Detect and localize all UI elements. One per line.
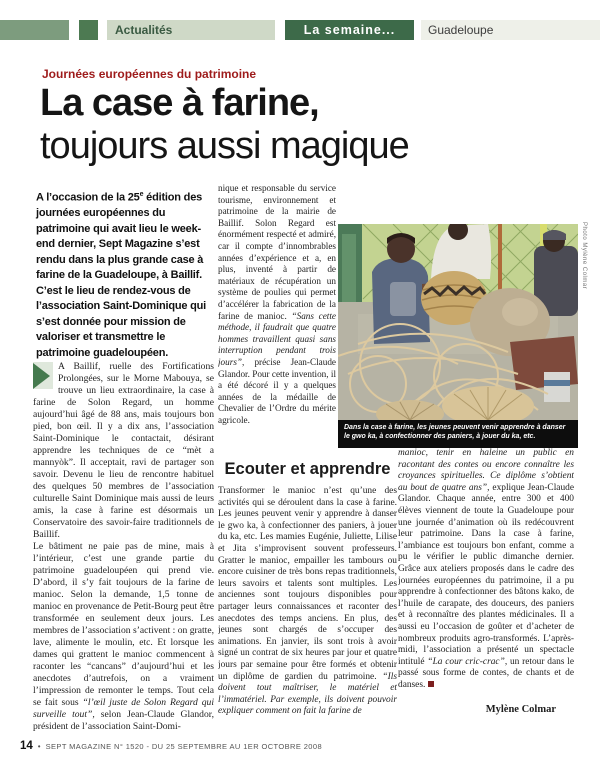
article-end-mark xyxy=(428,681,434,687)
body-column-left xyxy=(33,361,214,759)
photo-illustration xyxy=(338,224,578,420)
footer-separator: • xyxy=(37,742,41,751)
article-intro xyxy=(36,187,216,361)
intro-text-continued: édition des journées européennes du patrimoine qui avait lieu le week-end dernier, Sept Magazine s’est rendu dans la plus grande case à farine de la Guadeloupe, à Baillif. C’est le lieu de rendez-vous de l’association Saint-Dominique qui s’est donnée pour mission de valoriser et transmettre le patrimoine guadeloupéen. xyxy=(36,191,207,359)
body-column-middle-bottom xyxy=(218,486,397,738)
photo-caption: Dans la case à farine, les jeunes peuvent venir apprendre à danser le gwo ka, à confectionner des paniers, à jouer du ka, etc. xyxy=(338,420,578,448)
paragraph: Le bâtiment ne paie pas de mine, mais à l’intérieur, c’est une grande partie du patrimoine guadeloupéen qui prend vie. D’abord, il s’y fait toujours de la farine de manioc. Selon la demande, 1,5 tonne de manioc en provenance de Petit-Bourg peut être transformée en seulement deux jours. Les membres de l’association s’activent : on gratte, lave, alimente le moulin, etc. Et lorsque les dames qui grattent le manioc commencent à raconter les “cancans” d’aujourd’hui et les anecdotes d’autrefois, on a vraiment l’impression de remonter le temps. Tout cela se fait sous “l’œil juste de Solon Regard qui surveille tout”, selon Jean-Claude Glandor, président de l’association Saint-Domi- xyxy=(33,541,214,732)
article-title-line1: La case à farine, xyxy=(40,82,319,124)
paragraph: Transformer le manioc n’est qu’une des activités qui se déroulent dans la case à farine. Les jeunes peuvent venir y apprendre à danser le gwo ka, à confectionner des paniers, à jouer du ka, etc. Les mamies Eugénie, Juliette, Lilise et Jita s’improvisent souvent professeurs. Gratter le manioc, empailler les tambours ou encore cuisiner de très bons repas traditionnels, leurs savoirs et talents sont multiples. Les anciennes sont toujours disponibles pour partager leurs connaissances et raconter des anecdotes des temps anciens. En plus, des jeunes sont chargés de s’occuper des animations. En janvier, ils sont trois à avoir signé un contrat de six heures par jour et quatre jours par semaine pour être formés et obtenir un diplôme de gardien du patrimoine. “Ils doivent tout maîtriser, le matériel et l’immatériel. Par exemple, ils doivent pouvoir expliquer comment on fait la farine de xyxy=(218,486,397,717)
page-footer xyxy=(20,740,322,752)
section-tab-la-semaine[interactable] xyxy=(285,20,414,40)
page-number: 14 xyxy=(20,740,33,752)
intro-superscript: e xyxy=(139,191,144,198)
paragraph xyxy=(33,361,214,541)
case-a-farine-photo xyxy=(338,224,578,420)
section-tab-guadeloupe-label: Guadeloupe xyxy=(428,23,494,37)
paragraph: nique et responsable du service tourisme, environnement et patrimoine de la mairie de Baillif. Solon Regard est énormément respecté et admiré, car il compte d’innombrables années d’expérience et a, en plus, inventé à partir de matériaux de récupération un système de poulies qui permet d’accélérer la fabrication de la farine de manioc. “Sans cette méthode, il faudrait que quatre hommes travaillent quasi sans interruption pendant trois jours”, précise Jean-Claude Glandor. Pour cette invention, il a été décoré il y a quelques années de la médaille de Chevalier de l’Ordre du mérite agricole. xyxy=(218,183,336,425)
photo-credit: Photo Mylène Colmar xyxy=(581,222,587,290)
section-tab-actualites-label: Actualités xyxy=(115,23,173,37)
body-column-right xyxy=(398,448,574,700)
green-arrow-drop-cap-icon xyxy=(33,362,53,389)
subhead-ecouter-et-apprendre: Ecouter et apprendre xyxy=(224,460,391,478)
paragraph-text: A Baillif, ruelle des Fortifications Prolongées, sur le Morne Mabouya, se trouve un lieu extraordinaire, la case à farine de Solon Regard, un homme aujourd’hui âgé de 88 ans, mais toujours bon pied, bon œil. Il y a dix ans, l’association Saint-Dominique le contactait, désirant apprendre les techniques de ce “mèt a mannyòk”. Il acceptait, ravi de partager son savoir. Devenu le lieu de rencontre habituel des quelques 50 membres de l’association culturelle Saint Dominique mais aussi de leurs amis, la case à farine est désormais un Conservatoire des savoir-faire traditionnels de Baillif. xyxy=(33,361,214,540)
paragraph-text: manioc, tenir en haleine un public en racontant des contes ou encore connaître les croyances spirituelles. Ce diplôme s’obtient au bout de quatre ans”, explique Jean-Claude Glandor. Chaque année, entre 300 et 400 élèves viennent de toute la Guadeloupe pour une journée d’animation où ils redécouvrent leur patrimoine. Dans la case à farine, l’ambiance est toujours bon enfant, comme a pu le vérifier le public dimanche dernier. Grâce aux ateliers proposés dans le cadre des journées européennes du patrimoine, il a pu apprendre à confectionner des bâtons kako, de l’huile de carapate, des douceurs, des paniers et à reconnaître des plantes médicinales. Il a aussi eu l’occasion de goûter et d’acheter de nombreux produits agro-transformés. L’après-midi, l’association a présenté un spectacle intitulé “La cour cric-crac”, un retour dans le passé sous forme de contes, de chants et de danses. xyxy=(398,448,574,690)
header-green-bar xyxy=(0,20,69,40)
byline: Mylène Colmar xyxy=(485,704,556,715)
intro-text: A l’occasion de la 25 xyxy=(36,191,140,204)
body-column-middle-top xyxy=(218,183,336,457)
footer-issue-text: SEPT MAGAZINE N° 1520 - DU 25 SEPTEMBRE AU 1ER OCTOBRE 2008 xyxy=(45,742,323,751)
paragraph xyxy=(398,448,574,691)
section-tab-la-semaine-label: La semaine... xyxy=(303,23,396,37)
article-kicker: Journées européennes du patrimoine xyxy=(42,67,257,81)
article-title-line2: toujours aussi magique xyxy=(40,125,409,167)
section-tab-guadeloupe[interactable] xyxy=(421,20,600,40)
article-title xyxy=(40,82,409,168)
section-tab-actualites[interactable] xyxy=(107,20,275,40)
header-green-square xyxy=(79,20,98,40)
